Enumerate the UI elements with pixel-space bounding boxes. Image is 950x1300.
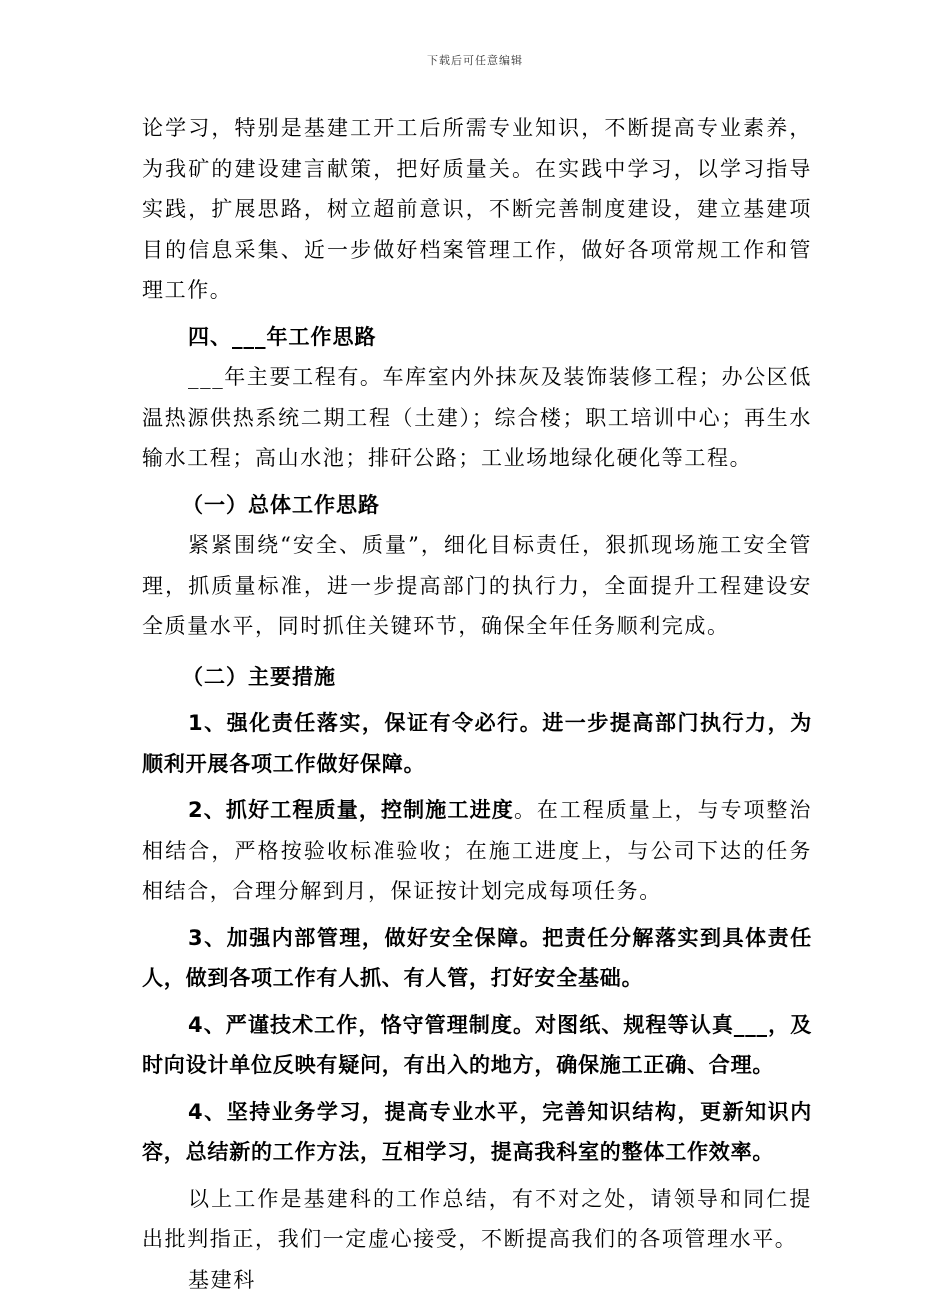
subheading-main-measures: （二）主要措施 [142, 657, 812, 698]
page-header: 下载后可任意编辑 [0, 52, 950, 68]
signature: 基建科 [142, 1260, 812, 1300]
measure-4: 4、严谨技术工作，恪守管理制度。对图纸、规程等认真___，及时向设计单位反映有疑问，有出入的地方，确保施工正确、合理。 [142, 1005, 812, 1086]
document-body [142, 108, 812, 1300]
subheading-overall-approach: （一）总体工作思路 [142, 485, 812, 526]
measure-1: 1、强化责任落实，保证有令必行。进一步提高部门执行力，为顺利开展各项工作做好保障。 [142, 703, 812, 784]
paragraph-main-projects: ___年主要工程有。车库室内外抹灰及装饰装修工程；办公区低温热源供热系统二期工程（土建）；综合楼；职工培训中心；再生水输水工程；高山水池；排矸公路；工业场地绿化硬化等工程。 [142, 357, 812, 479]
measure-2-title: 2、抓好工程质量，控制施工进度 [188, 798, 514, 822]
section-heading-work-plan: 四、___年工作思路 [142, 317, 812, 358]
paragraph-study: 论学习，特别是基建工开工后所需专业知识，不断提高专业素养，为我矿的建设建言献策，把好质量关。在实践中学习，以学习指导实践，扩展思路，树立超前意识，不断完善制度建设，建立基建项目的信息采集、近一步做好档案管理工作，做好各项常规工作和管理工作。 [142, 108, 812, 311]
measure-2-body: 。在工程质量上，与专项整治相结合，严格按验收标准验收；在施工进度上，与公司下达的任务相结合，合理分解到月，保证按计划完成每项任务。 [142, 798, 812, 903]
paragraph-conclusion: 以上工作是基建科的工作总结，有不对之处，请领导和同仁提出批判指正，我们一定虚心接受，不断提高我们的各项管理水平。 [142, 1179, 812, 1260]
measure-5: 4、坚持业务学习，提高专业水平，完善知识结构，更新知识内容，总结新的工作方法，互相学习，提高我科室的整体工作效率。 [142, 1092, 812, 1173]
measure-3: 3、加强内部管理，做好安全保障。把责任分解落实到具体责任人，做到各项工作有人抓、有人管，打好安全基础。 [142, 918, 812, 999]
paragraph-overall-approach: 紧紧围绕“安全、质量”，细化目标责任，狠抓现场施工安全管理，抓质量标准，进一步提高部门的执行力，全面提升工程建设安全质量水平，同时抓住关键环节，确保全年任务顺利完成。 [142, 525, 812, 647]
measure-2 [142, 790, 812, 912]
